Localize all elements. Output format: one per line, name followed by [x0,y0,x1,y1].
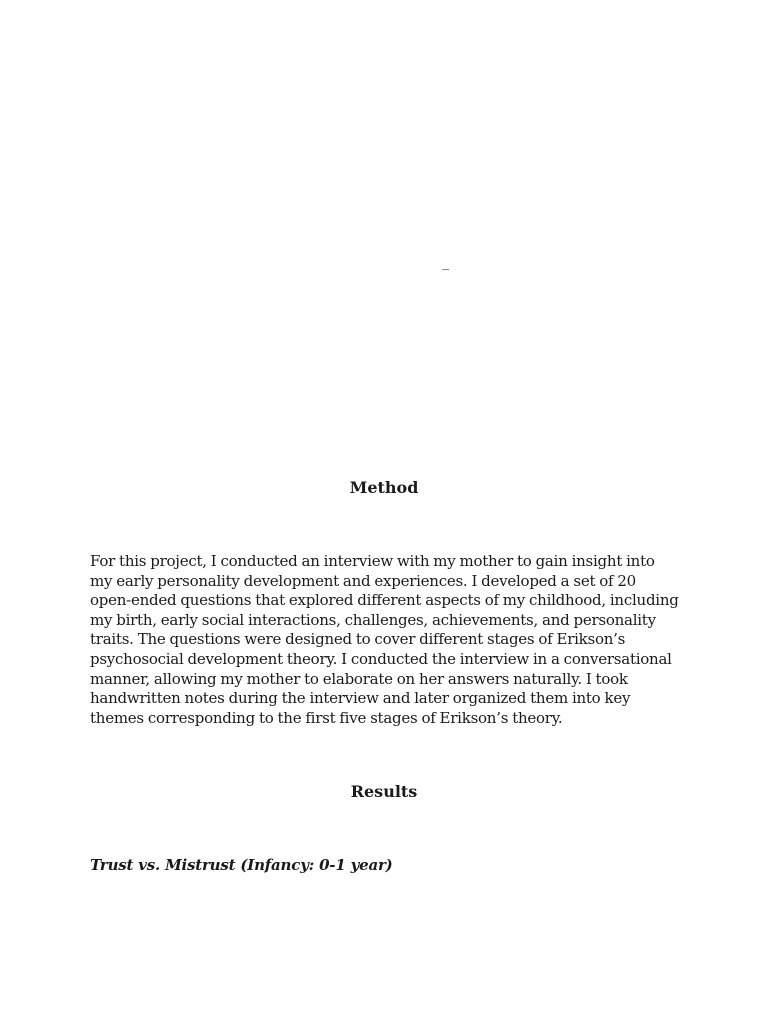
results-heading: Results [350,782,418,801]
method-paragraph: For this project, I conducted an interview with my mother to gain insight into my early personality development and experiences. I developed a set of 20 open-ended questions that explored different aspects of my childhood, including my birth, early social interactions, challenges, achievements, and personality traits. The questions were designed to cover different stages of Erikson’s psychosocial development theory. I conducted the interview in a conversational manner, allowing my mother to elaborate on her answers naturally. I took handwritten notes during the interview and later organized them into key themes corresponding to the first five stages of Erikson’s theory. [90,552,679,727]
stray-underscore-mark: _ [442,255,449,271]
method-heading: Method [349,478,419,497]
trust-vs-mistrust-subheading: Trust vs. Mistrust (Infancy: 0-1 year) [90,856,393,874]
